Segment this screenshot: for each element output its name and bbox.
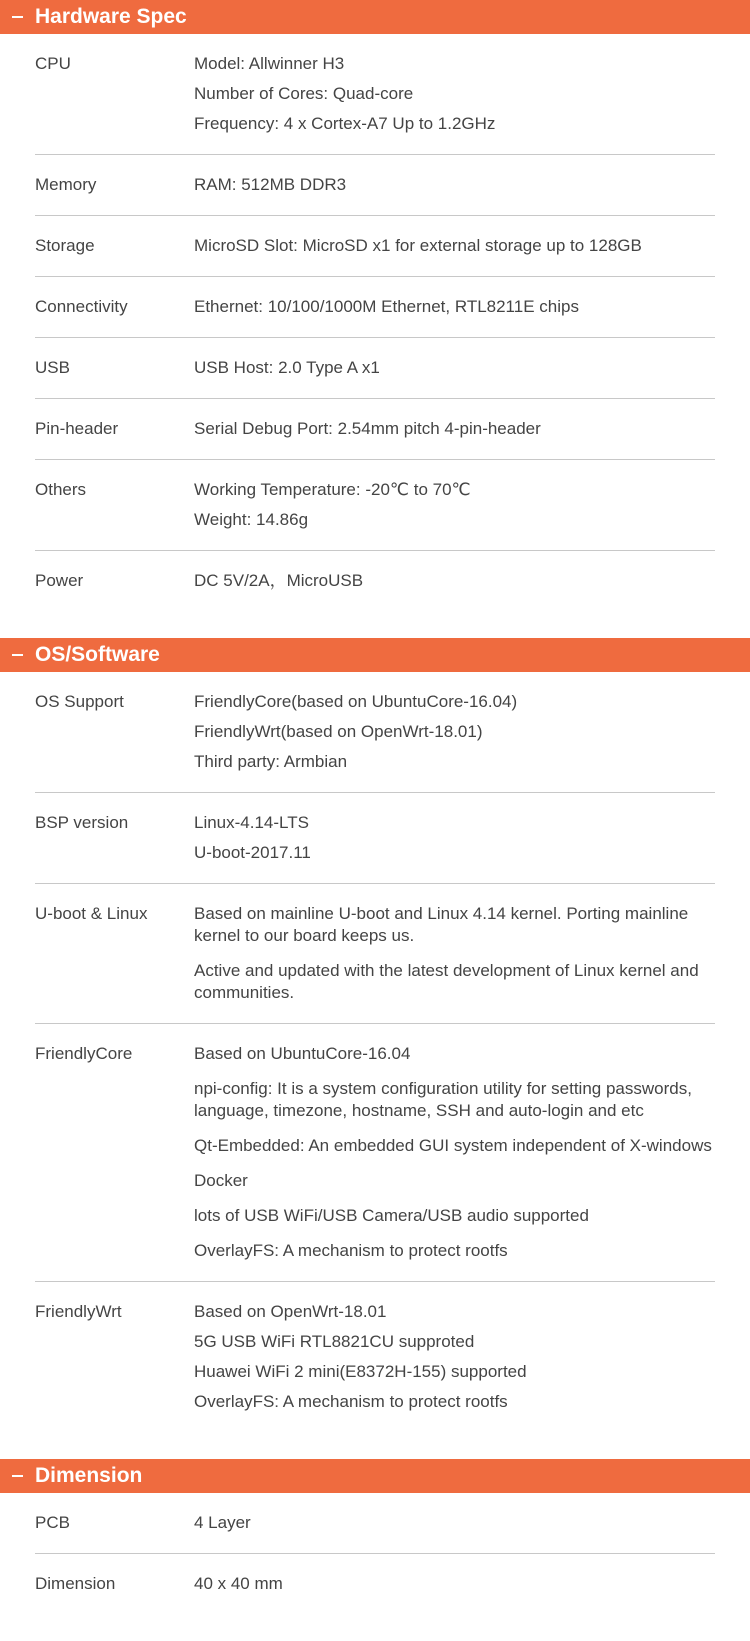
spec-value — [194, 155, 715, 216]
spec-value-line: FriendlyWrt(based on OpenWrt-18.01) — [194, 722, 483, 741]
spec-label: Connectivity — [35, 277, 194, 338]
section-header[interactable] — [0, 0, 750, 34]
spec-label: Power — [35, 571, 84, 590]
spec-value — [194, 551, 715, 612]
spec-value — [194, 460, 715, 551]
spec-row — [35, 1493, 715, 1554]
spec-row — [35, 460, 715, 551]
spec-value-line: Model: Allwinner H3 — [194, 54, 345, 73]
spec-row — [35, 793, 715, 884]
collapse-icon[interactable] — [12, 16, 23, 18]
spec-value-line: Linux-4.14-LTS — [194, 813, 309, 832]
spec-row — [35, 399, 715, 460]
spec-value-paragraph: Based on mainline U-boot and Linux 4.14 kernel. Porting mainline kernel to our board keeps us. — [194, 904, 689, 945]
collapse-icon[interactable] — [12, 1475, 23, 1477]
spec-row — [35, 551, 715, 612]
spec-table — [35, 34, 715, 611]
spec-row — [35, 1282, 715, 1433]
spec-row — [35, 672, 715, 793]
spec-value-line: Third party: Armbian — [194, 752, 348, 771]
spec-value-paragraph: OverlayFS: A mechanism to protect rootfs — [194, 1241, 508, 1260]
spec-value — [194, 793, 715, 884]
spec-row — [35, 1024, 715, 1282]
spec-row — [35, 155, 715, 216]
spec-label: OS Support — [35, 672, 194, 793]
spec-label: Storage — [35, 216, 194, 277]
spec-value-line: Huawei WiFi 2 mini(E8372H-155) supported — [194, 1362, 527, 1381]
spec-value-line: Based on OpenWrt-18.01 — [194, 1302, 387, 1321]
spec-table — [35, 1493, 715, 1614]
spec-value-line: 4 Layer — [194, 1513, 251, 1532]
spec-value-paragraph: Active and updated with the latest development of Linux kernel and communities. — [194, 961, 699, 1002]
spec-label: Others — [35, 460, 194, 551]
spec-value — [194, 672, 715, 793]
section-title: Hardware Spec — [35, 5, 187, 28]
spec-label: Memory — [35, 155, 194, 216]
spec-value-line: Frequency: 4 x Cortex-A7 Up to 1.2GHz — [194, 114, 496, 133]
spec-value-paragraph: Based on UbuntuCore-16.04 — [194, 1044, 411, 1063]
spec-value — [194, 1282, 715, 1433]
spec-value — [194, 338, 715, 399]
section-header[interactable] — [0, 638, 750, 672]
spec-row — [35, 338, 715, 399]
spec-value-line: RAM: 512MB DDR3 — [194, 175, 347, 194]
spec-value — [194, 884, 715, 1024]
spec-table — [35, 672, 715, 1432]
collapse-icon[interactable] — [12, 654, 23, 656]
spec-row — [35, 884, 715, 1024]
spec-value — [194, 277, 715, 338]
spec-value — [194, 34, 715, 155]
spec-value-line: 5G USB WiFi RTL8821CU supproted — [194, 1332, 475, 1351]
spec-value-line: USB Host: 2.0 Type A x1 — [194, 358, 380, 377]
spec-row — [35, 277, 715, 338]
spec-value — [194, 1554, 715, 1615]
section-title: OS/Software — [35, 643, 160, 666]
spec-value-line: Weight: 14.86g — [194, 510, 309, 529]
spec-value-paragraph: Docker — [194, 1171, 248, 1190]
spec-value-paragraph: lots of USB WiFi/USB Camera/USB audio supported — [194, 1206, 589, 1225]
spec-value-line: Serial Debug Port: 2.54mm pitch 4-pin-header — [194, 419, 541, 438]
spec-row — [35, 216, 715, 277]
spec-value-line: Ethernet: 10/100/1000M Ethernet, RTL8211E chips — [194, 297, 579, 316]
spec-label: PCB — [35, 1493, 194, 1554]
spec-row — [35, 1554, 715, 1615]
spec-value-line: MicroSD Slot: MicroSD x1 for external storage up to 128GB — [194, 236, 642, 255]
spec-label: USB — [35, 338, 194, 399]
spec-label: U-boot & Linux — [35, 884, 194, 1024]
spec-label: CPU — [35, 34, 194, 155]
spec-label: Dimension — [35, 1574, 116, 1593]
spec-value-line: DC 5V/2A，MicroUSB — [194, 571, 364, 590]
spec-value-line: 40 x 40 mm — [194, 1574, 283, 1593]
spec-value — [194, 1493, 715, 1554]
spec-row — [35, 34, 715, 155]
spec-value-line: Working Temperature: -20℃ to 70℃ — [194, 480, 471, 499]
spec-value-paragraph: npi-config: It is a system configuration utility for setting passwords, language, timezone, hostname, SSH and auto-login and etc — [194, 1079, 692, 1120]
spec-value — [194, 216, 715, 277]
section-title: Dimension — [35, 1464, 143, 1487]
spec-value-line: FriendlyCore(based on UbuntuCore-16.04) — [194, 692, 518, 711]
section-header[interactable] — [0, 1459, 750, 1493]
spec-label: FriendlyWrt — [35, 1302, 122, 1321]
spec-value — [194, 1024, 715, 1282]
spec-label: Pin-header — [35, 399, 194, 460]
spec-value-line: OverlayFS: A mechanism to protect rootfs — [194, 1392, 508, 1411]
spec-value-line: U-boot-2017.11 — [194, 843, 311, 862]
spec-value-paragraph: Qt-Embedded: An embedded GUI system independent of X-windows — [194, 1136, 712, 1155]
spec-value — [194, 399, 715, 460]
spec-label: BSP version — [35, 793, 194, 884]
spec-value-line: Number of Cores: Quad-core — [194, 84, 414, 103]
spec-label: FriendlyCore — [35, 1024, 194, 1282]
